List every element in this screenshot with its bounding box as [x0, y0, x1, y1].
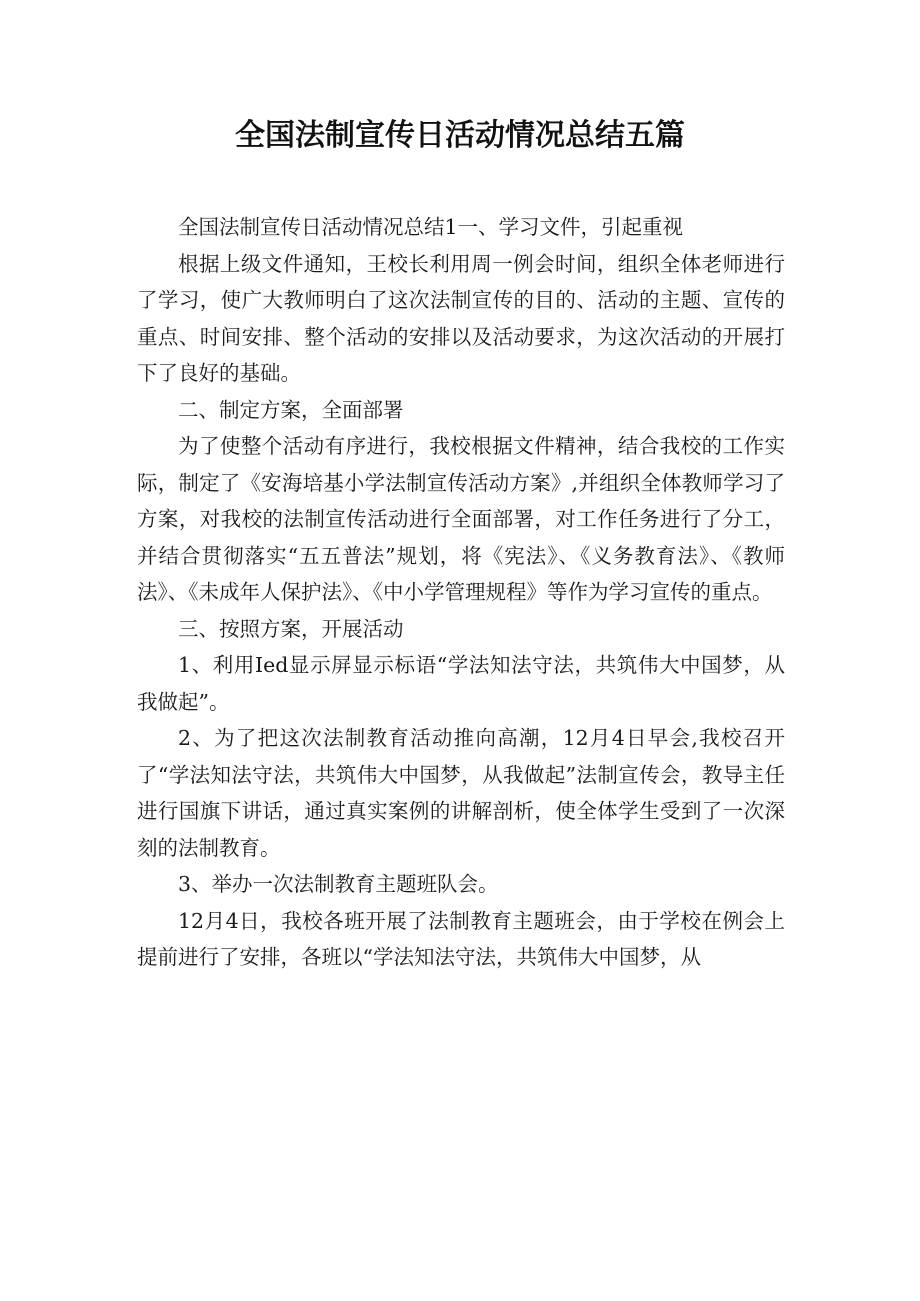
paragraph-intro-heading: 全国法制宣传日活动情况总结1一、学习文件，引起重视 — [178, 215, 684, 239]
paragraph: 为了使整个活动有序进行，我校根据文件精神，结合我校的工作实际，制定了《安海培基小学法制宣传活动方案》,并组织全体教师学习了方案，对我校的法制宣传活动进行全面部署，对工作任务进行了分工，并结合贯彻落实“五五普法”规划，将《宪法》、《义务教育法》、《教师法》、《未成年人保护法》、《中小学管理规程》等作为学习宣传的重点。 — [137, 434, 785, 604]
section-heading: 三、按照方案，开展活动 — [178, 616, 404, 641]
list-item: 1、利用Ied显示屏显示标语“学法知法守法，共筑伟大中国梦，从我做起”。 — [137, 653, 785, 714]
list-item: 2、为了把这次法制教育活动推向高潮，12月4日早会,我校召开了“学法知法守法，共筑伟大中国梦，从我做起”法制宣传会，教导主任进行国旗下讲话，通过真实案例的讲解剖析，使全体学生受到了一次深刻的法制教育。 — [137, 726, 785, 860]
document-title: 全国法制宣传日活动情况总结五篇 — [235, 118, 685, 153]
paragraph: 12月4日，我校各班开展了法制教育主题班会，由于学校在例会上提前进行了安排，各班以“学法知法守法，共筑伟大中国梦，从 — [137, 908, 785, 969]
list-item: 3、举办一次法制教育主题班队会。 — [178, 872, 499, 896]
document-body — [137, 209, 785, 976]
section-heading: 二、制定方案，全面部署 — [178, 397, 404, 422]
paragraph: 根据上级文件通知，王校长利用周一例会时间，组织全体老师进行了学习，使广大教师明白了这次法制宣传的目的、活动的主题、宣传的重点、时间安排、整个活动的安排以及活动要求，为这次活动的开展打下了良好的基础。 — [137, 251, 785, 385]
